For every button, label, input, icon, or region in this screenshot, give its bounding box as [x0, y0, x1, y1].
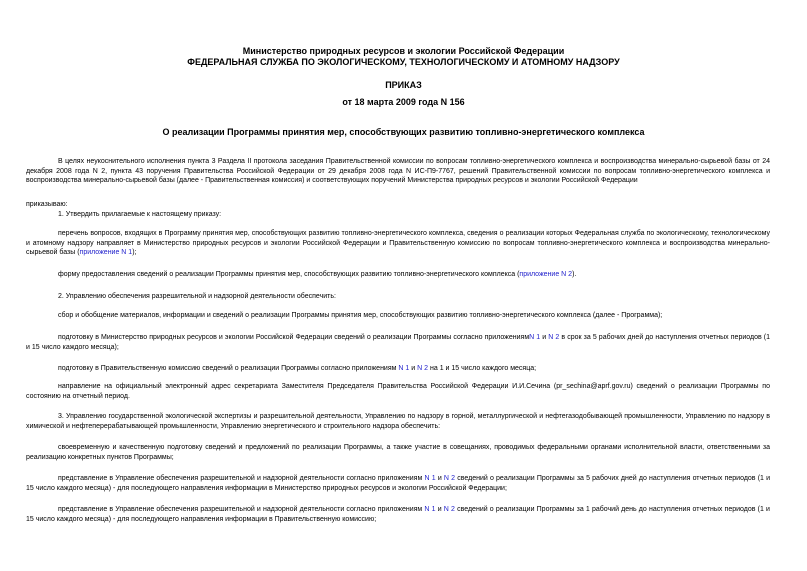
- appendix-2-link[interactable]: N 2: [548, 334, 560, 341]
- item-1: 1. Утвердить прилагаемые к настоящему приказу:: [58, 211, 222, 218]
- ministry-heading: Министерство природных ресурсов и экологии Российской Федерации: [242, 46, 565, 56]
- item-3c-text: представление в Управление обеспечения разрешительной и надзорной деятельности согласно приложениям: [58, 506, 423, 513]
- item-2b-text-end: в срок за 5 рабочих дней до наступления отчетных периодов (1 и 15 число каждого месяца);: [26, 334, 770, 351]
- item-3c-paragraph: [26, 505, 770, 524]
- item-2c-text: подготовку в Правительственную комиссию сведений о реализации Программы согласно приложениям: [58, 365, 397, 372]
- item-1b-paragraph: [26, 270, 770, 280]
- appendix-1-link[interactable]: N 1: [424, 506, 436, 513]
- item-3a: своевременную и качественную подготовку сведений и предложений по реализации Программы, а также участие в совещаниях, проводимых федеральными органами исполнительной власти, ответственными за реализацию конкретных пунктов Программы;: [26, 444, 770, 461]
- item-1b-end: ).: [572, 271, 577, 278]
- appendix-1-link[interactable]: N 1: [529, 334, 541, 341]
- item-3b-text-end: сведений о реализации Программы за 5 рабочих дней до наступления отчетных периодов (1 и 15 число каждого месяца) - для последующего направления информации в Министерство природных ресурсов и экологии Российской Федерации;: [26, 475, 771, 492]
- appendix-2-link[interactable]: N 2: [417, 365, 429, 372]
- item-1a-paragraph: [26, 229, 770, 258]
- item-3c-text-end: сведений о реализации Программы за 1 рабочий день до наступления отчетных периодов (1 и 15 число каждого месяца) - для последующего направления информации в Правительственную комиссию;: [26, 506, 770, 523]
- appendix-2-link[interactable]: N 2: [443, 475, 456, 482]
- item-2c-paragraph: [26, 364, 770, 374]
- item-1a-end: );: [132, 249, 137, 257]
- conjunction: и: [437, 475, 442, 482]
- item-2a: сбор и обобщение материалов, информации и сведений о реализации Программы принятия мер, способствующих развитию топливно-энергетического комплекса (далее - Программа);: [58, 312, 663, 319]
- intro-paragraph: В целях неукоснительного исполнения пункта 3 Раздела II протокола заседания Правительственной комиссии по вопросам топливно-энергетического комплекса и воспроизводства минерально-сырьевой базы от 24 декабря 2008 года N 2, пункта 43 поручения Правительства Российской Федерации от 29 декабря 2008 года N ИС-П9-7767, решений Правительственной комиссии по вопросам топливно-энергетического комплекса и воспроизводства минерально-сырьевой базы (далее - Правительственная комиссия) и соответствующих поручений Министерства природных ресурсов и экологии Российской Федерации: [26, 158, 770, 185]
- item-1b-text: форму предоставления сведений о реализации Программы принятия мер, способствующих развитию топливно-энергетического комплекса (: [58, 271, 520, 278]
- item-3: 3. Управлению государственной экологической экспертизы и разрешительной деятельности, Управлению по надзору в горной, металлургической и нефтегазодобывающей промышленности, Управлению по надзору в химической и нефтеперерабатывающей промышленности, Управлению энергетического и строительного надзора обеспечить:: [26, 413, 770, 430]
- conjunction: и: [437, 506, 442, 513]
- appendix-1-link[interactable]: приложение N 1: [79, 249, 133, 257]
- service-heading: ФЕДЕРАЛЬНАЯ СЛУЖБА ПО ЭКОЛОГИЧЕСКОМУ, ТЕХНОЛОГИЧЕСКОМУ И АТОМНОМУ НАДЗОРУ: [187, 57, 620, 67]
- order-word: приказываю:: [26, 201, 68, 208]
- appendix-2-link[interactable]: N 2: [443, 506, 455, 513]
- item-2b-paragraph: [26, 333, 770, 352]
- conjunction: и: [411, 365, 416, 372]
- item-2c-text-end: на 1 и 15 число каждого месяца;: [430, 365, 537, 372]
- item-2: 2. Управлению обеспечения разрешительной и надзорной деятельности обеспечить:: [58, 293, 336, 300]
- document-type: ПРИКАЗ: [385, 80, 422, 90]
- appendix-2-link[interactable]: приложение N 2: [519, 271, 573, 278]
- document-date: от 18 марта 2009 года N 156: [342, 97, 465, 107]
- item-1a-text: перечень вопросов, входящих в Программу принятия мер, способствующих развитию топливно-энергетического комплекса, сведения о реализации которых Федеральная служба по экологическому, технологическому и атомному надзору направляет в Министерство природных ресурсов и экологии Российской Федерации и Правительственную комиссию по вопросам топливно-энергетического комплекса и воспроизводства минерально-сырьевой базы (: [26, 230, 770, 257]
- document-title: О реализации Программы принятия мер, способствующих развитию топливно-энергетического комплекса: [162, 127, 645, 137]
- item-2d: направление на официальный электронный адрес секретариата Заместителя Председателя Правительства Российской Федерации И.И.Сечина (pr_sechina@aprf.gov.ru) сведений о реализации Программы по состоянию на отчетный период.: [26, 383, 770, 400]
- appendix-1-link[interactable]: N 1: [424, 475, 436, 482]
- item-2b-text: подготовку в Министерство природных ресурсов и экологии Российской Федерации сведений о реализации Программы согласно приложениям: [58, 334, 530, 341]
- item-3b-paragraph: [26, 474, 770, 493]
- appendix-1-link[interactable]: N 1: [398, 365, 410, 372]
- item-3b-text: представление в Управление обеспечения разрешительной и надзорной деятельности согласно приложениям: [58, 475, 423, 482]
- conjunction: и: [542, 334, 547, 341]
